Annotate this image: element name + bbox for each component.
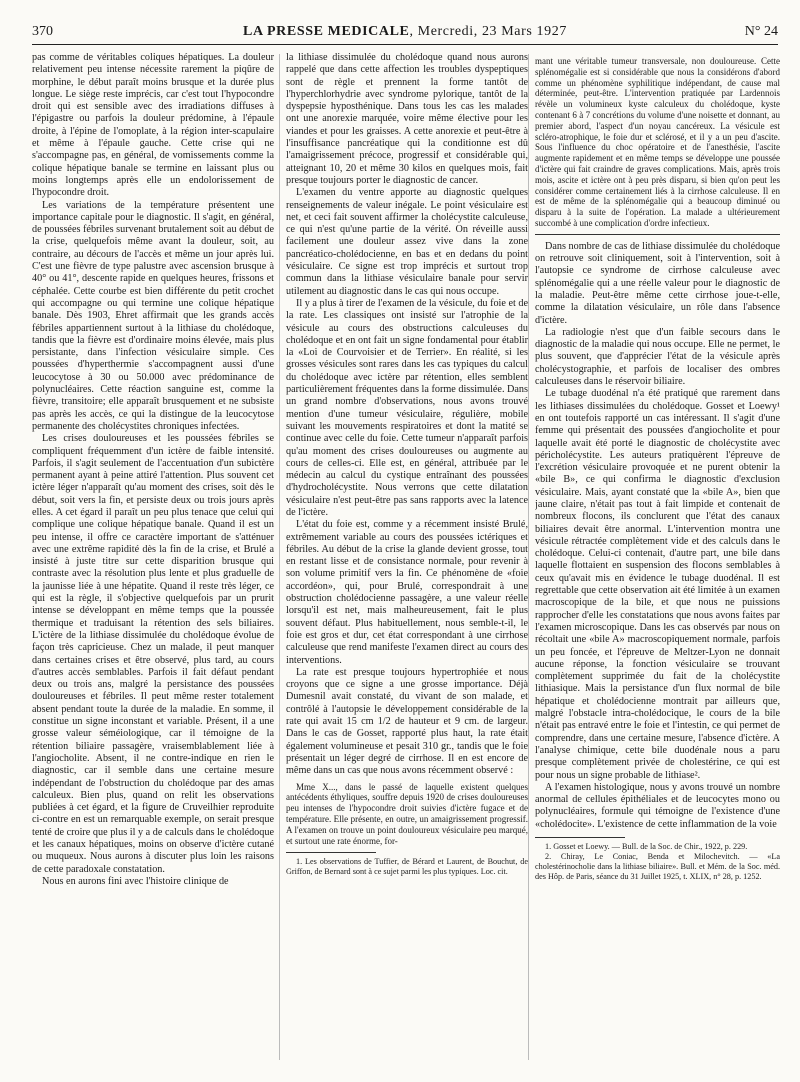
footnote: 1. Gosset et Loewy. — Bull. de la Soc. de Chir., 1922, p. 229. — [545, 842, 748, 851]
footnote-rule — [286, 852, 376, 853]
paragraph: Nous en aurons fini avec l'histoire clinique de — [42, 875, 229, 887]
section-rule — [535, 234, 780, 235]
paragraph: pas comme de véritables coliques hépatiques. La douleur relativement peu intense nécessite rarement la piqûre de morphine, le début paraît moins brusque et la durée plus longue. Le siège reste imprécis, car c'est tout l'hypocondre droit qui est sensible avec des irradiations diffuses à l'épigastre ou parfois la douleur prédomine, à l'épaule droite, à l'épine de l'omoplate, à la région inter-scapulaire et même à l'épaule gauche. Cette crise qui ne s'accompagne pas, en général, de vomissements comme la colique hépatique banale se termine en laissant plus ou moins longtemps après elle un endolorissement de l'hypocondre droit. — [32, 52, 274, 199]
paragraph: Le tubage duodénal n'a été pratiqué que rarement dans les lithiases dissimulées du cholédoque. Gosset et Loewy¹ en ont toutefois rapporté un cas intéressant. Il s'agit d'une femme qui présentait des poussées d'angiocholite et pour laquelle avait été porté le diagnostic de cholécystite avec péricholécystite. Les auteurs pratiquèrent l'épreuve de l'excrétion vésiculaire provoquée et ne purent obtenir la «bile B», ce qui confirma le diagnostic d'exclusion vésiculaire. Mais, ayant constaté que la «bile A», bien que jaune claire, n'était pas tout à fait limpide et contenait de nombreux flocons, ils conclurent que l'état des canaux biliaires devait être anormal. L'intervention montra une vésicule rétractée complètement vide et des calculs dans le cholédoque. Celui-ci contenait, d'autre part, une bile dans laquelle flottaient en suspension des flocons semblables à ceux qu'avait mis en évidence le tubage duodénal. Il est regrettable que cette observation ait été limitée à un examen macroscopique de la bile, et que nous ne puissions rapprocher d'elle les constatations que nous avons faites par l'examen microscopique. Dans les cas observés par nous on récoltait une «bile A» macroscopiquement normale, parfois un peu foncée, et l'épreuve de Meltzer-Lyon ne donnait aucune réponse, la fonction vésiculaire se trouvant complètement supprimée du fait de la cholécystite lithiasique. Mais la persistance d'un flux normal de bile hépatique et cholédocienne montrait par ailleurs que, malgré l'obstacle intra-cholédocique, le cours de la bile n'était pas entravé entre le foie et l'intestin, ce qui permet de comprendre, dans une certaine mesure, l'absence d'ictère. A l'analyse chimique, cette bile duodénale nous a paru presque complètement privée de cholestérine, ce qui est pour nous un signe probable de lithiase². — [535, 388, 780, 781]
column-divider — [279, 54, 280, 1060]
paragraph: Les variations de la température présentent une importance capitale pour le diagnostic. Il s'agit, en général, de poussées fébriles survenant brutalement soit au début de la crise, quelquefois même avant la douleur, soit, au contraire, au décours de l'accès et même un jour après lui. C'est une fièvre de type palustre avec ascension brusque à 40° ou 41°, descente rapide en quelques heures, frissons et céphalée. Cette courbe est bien différente du petit crochet qui accompagne ou qui termine une colique hépatique banale. Dès 1903, Ehret affirmait que les grands accès fébriles appartiennent surtout à la lithiase du cholédoque, tandis que la fièvre est d'ordinaire moins élevée, mais plus persistante, dans l'infection vésiculaire simple. Ces poussées d'hyperthermie s'accompagnent aussi d'une leucocytose à 30 ou 50.000 avec prédominance de polynucléaires. Cette réaction sanguine est, comme la fièvre, transitoire; elle apparaît brusquement et ne subsiste pas après les accès, ce qui la distingue de la leucocytose permanente des cholécystites chroniques infectées. — [32, 199, 274, 432]
paragraph: Il y a plus à tirer de l'examen de la vésicule, du foie et de la rate. Les classiques ont insisté sur l'atrophie de la vésicule au cours des obstructions calculeuses du cholédoque et en ont fait un signe fondamental pour établir la «Loi de Courvoisier et de Terrier». En réalité, si les grosses vésicules sont rares dans les cas typiques du calcul du cholédoque avec ictère par rétention, elles semblent particulièrement fréquentes dans la forme dissimulée. Dans un grand nombre d'observations, nous avons trouvé mention d'une tumeur vésiculaire, régulière, mobile suivant les mouvements respiratoires et dont la matité se continue avec celle du foie. Cette tumeur n'apparaît parfois qu'au moment des crises douloureuses ou augmente au cours de celles-ci. Elle est, en général, attribuée par le médecin au calcul du cystique entraînant des poussées d'hydrocholécystite. Nous verrons que cette dilatation vésiculaire n'est peut-être pas sans rapports avec la latence de l'ictère. — [286, 297, 528, 518]
footnote: 2. Chiray, Le Coniac, Benda et Milochevitch. — «La cholestérinocholie dans la lithiase biliaire». Bull. et Mém. de la Soc. méd. des Hôp. de Paris, séance du 31 Juillet 1925, t. XLIX, n° 28, p. 1252. — [535, 852, 780, 881]
paragraph: La rate est presque toujours hypertrophiée et nous croyons que ce signe a une grosse importance. Déjà Dumesnil avait constaté, du vivant de son malade, et contrôlé à l'autopsie le développement considérable de la rate qui avait 15 cm 1/2 de hauteur et 9 cm. de largeur. Dans le cas de Gosset, rapporté plus haut, la rate était également volumineuse et pesait 310 gr., tandis que le foie présentait un léger degré de cirrhose. Il en est encore de même dans un cas que nous avons récemment observé : — [286, 666, 528, 777]
paragraph: A l'examen histologique, nous y avons trouvé un nombre anormal de cellules épithéliales et de leucocytes mono ou polynucléaires, formule qui témoigne de l'existence d'une «cholédocite». L'existence de cette inflammation de la voie — [535, 781, 780, 830]
issue-date: , Mercredi, 23 Mars 1927 — [409, 24, 567, 39]
paragraph: Dans nombre de cas de lithiase dissimulée du cholédoque on retrouve soit cliniquement, soit à l'intervention, soit à l'autopsie ce syndrome de cirrhose calculeuse avec splénomégalie qui a une réelle valeur pour le diagnostic de la maladie. Peut-être même cette cirrhose joue-t-elle, comme la dilatation vésiculaire, un rôle dans l'absence d'ictère. — [535, 240, 780, 326]
page-header — [32, 22, 778, 45]
journal-title: LA PRESSE MEDICALE — [243, 24, 410, 39]
footnote-rule — [535, 837, 625, 838]
case-note-continued: mant une véritable tumeur transversale, non douloureuse. Cette splénomégalie est si considérable que nous la considérons d'abord comme un phénomène syphilitique indépendant, de cause mal déterminée, peut-être. L'intervention pratiquée par Lardennois révèle un volumineux kyste calculeux du cholédoque, kyste contenant 6 à 7 concrétions du volume d'une noisette et donnant, au premier abord, l'aspect d'un noyau cancéreux. La vésicule est scléro-atrophique, le foie dur et sclérosé, et il y a un peu d'ascite. Sous l'influence du choc opératoire et de l'anesthésie, l'ascite augmente rapidement et en même temps se développe une poussée d'ictère qui fait craindre de graves complications. Mais, après trois mois, ascite et ictère ont à peu près disparu, si bien qu'on peut les considérer comme certainement liés à la cirrhose calculeuse. Il en est de même de la splénomégalie qui a beaucoup diminué ou disparu à la suite de l'opération. La malade a ultérieurement succombé à une complication d'ordre infectieux. — [535, 56, 780, 228]
paragraph: Les crises douloureuses et les poussées fébriles se compliquent fréquemment d'un ictère de faible intensité. Parfois, il s'agit seulement de l'accentuation d'un subictère permanent ayant à peine attiré l'attention. Plus souvent cet ictère léger n'apparaît qu'au moment des crises, soit dès le début, soit vers la fin, et persiste deux ou trois jours après elles. A cet égard il paraît un peu plus tenace que celui qui complique une colique hépatique banale. Quand il est un peu intense, il offre ce caractère important de s'atténuer avec une extrême rapidité dès la fin de la crise, et Brulé a insisté à juste titre sur cette disparition brusque qui contraste avec la résolution plus lente et plus graduelle de la jaunisse liée à une hépatite. Quand il reste très léger, ce qui est la règle, il s'objective quelquefois par un prurit intense se développant en même temps que la poussée thermique et traduisant la rétention des sels biliaires. L'ictère de la lithiase dissimulée du cholédoque évolue de façon très capricieuse. Chez un malade, il peut manquer dans certaines crises et être observé, plus tard, au cours d'autres accès semblables. Parfois il fait défaut pendant deux ou trois ans, malgré la persistance des poussées douloureuses et fébriles. Il peut même rester totalement absent pendant toute la durée de la maladie. En somme, il constitue un signe inconstant et variable. Présent, il a une grosse valeur séméiologique, car il témoigne de la rétention biliaire passagère, vraisemblablement liée à l'angiocholite. Absent, il ne contre-indique en rien le diagnostic, car il semble dans une certaine mesure indépendant de l'obstruction du cholédoque par des amas calculeux. Bien plus, quand on relit les observations publiées à cet égard, et la figure de Cruveilhier reproduite ci-contre en est un remarquable exemple, on serait presque tenté de croire que plus il y a de calculs dans le cholédoque et les canaux hépatiques, moins on observe d'ictère cutané ou muqueux. Nous aurons à discuter plus loin les raisons de cette paradoxale constatation. — [32, 433, 274, 875]
issue-number: N° 24 — [744, 24, 778, 39]
case-note: Mme X..., dans le passé de laquelle existent quelques antécédents éthyliques, souffre depuis 1920 de crises douloureuses peu intenses de l'hypocondre droit suivies d'ictère fugace et de température. Elle présente, en outre, un amaigrissement progressif. A l'examen on trouve un point douloureux vésiculaire peu marqué, et surtout une rate énorme, for- — [286, 781, 528, 846]
footnote: 1. Les observations de Tuffier, de Bérard et Laurent, de Bouchut, de Griffon, de Bernard sont à ce sujet parmi les plus typiques. Loc. cit. — [286, 857, 528, 877]
column-1 — [32, 52, 274, 1064]
column-2 — [286, 52, 528, 1064]
journal-masthead — [32, 24, 778, 40]
paragraph: la lithiase dissimulée du cholédoque quand nous aurons rappelé que dans cette affection les troubles dyspeptiques sont de règle et prennent la forme tantôt de l'hyperchlorhydrie avec syndrome pylorique, tantôt de la dyspepsie hyposthénique. Dans tous les cas les malades ont une anorexie marquée, voire même élective pour les viandes et pour les graisses. A cette anorexie et peut-être à l'insuffisance pancréatique qui la conditionne est dû l'amaigrissement précoce, progressif et considérable qui, atteignant 10, 20 et même 30 kilos en quelques mois, fait presque toujours porter le diagnostic de cancer. — [286, 52, 528, 186]
paragraph: La radiologie n'est que d'un faible secours dans le diagnostic de la maladie qui nous occupe. Elle ne permet, le plus souvent, que d'apprécier l'état de la vésicule après cholécystographie, et parfois de localiser des ombres calculeuses dans le réservoir biliaire. — [535, 326, 780, 388]
column-3 — [535, 52, 780, 1064]
column-divider — [528, 54, 529, 1060]
paragraph: L'état du foie est, comme y a récemment insisté Brulé, extrêmement variable au cours des poussées ictériques et fébriles. Au début de la crise la glande devient grosse, tout en restant lisse et de consistance normale, pour revenir à son volume primitif vers la fin. Ce phénomène de «foie accordéon», qui, pour Brulé, correspondrait à une obstruction cholédocienne passagère, a une valeur réelle lorsqu'il est net, mais malheureusement, fait le plus souvent défaut. Plus habituellement, nous semble-t-il, le foie est gros et dur, cet état correspondant à une cirrhose calculeuse que rend manifeste l'examen direct au cours des interventions. — [286, 519, 528, 666]
paragraph: L'examen du ventre apporte au diagnostic quelques renseignements de valeur inégale. Le point vésiculaire est net, et ceci fait souvent affirmer la cholécystite calculeuse, ce qui n'est qu'une partie de la vérité. On réveille aussi facilement une douleur assez vive dans la zone pancréatico-cholédocienne, en bas et en dedans du point vésiculaire. Ce signe est trop imprécis et surtout trop commun dans la lithiase vésiculaire banale pour servir utilement au diagnostic dans le cas qui nous occupe. — [286, 187, 528, 297]
page-number: 370 — [32, 24, 53, 39]
